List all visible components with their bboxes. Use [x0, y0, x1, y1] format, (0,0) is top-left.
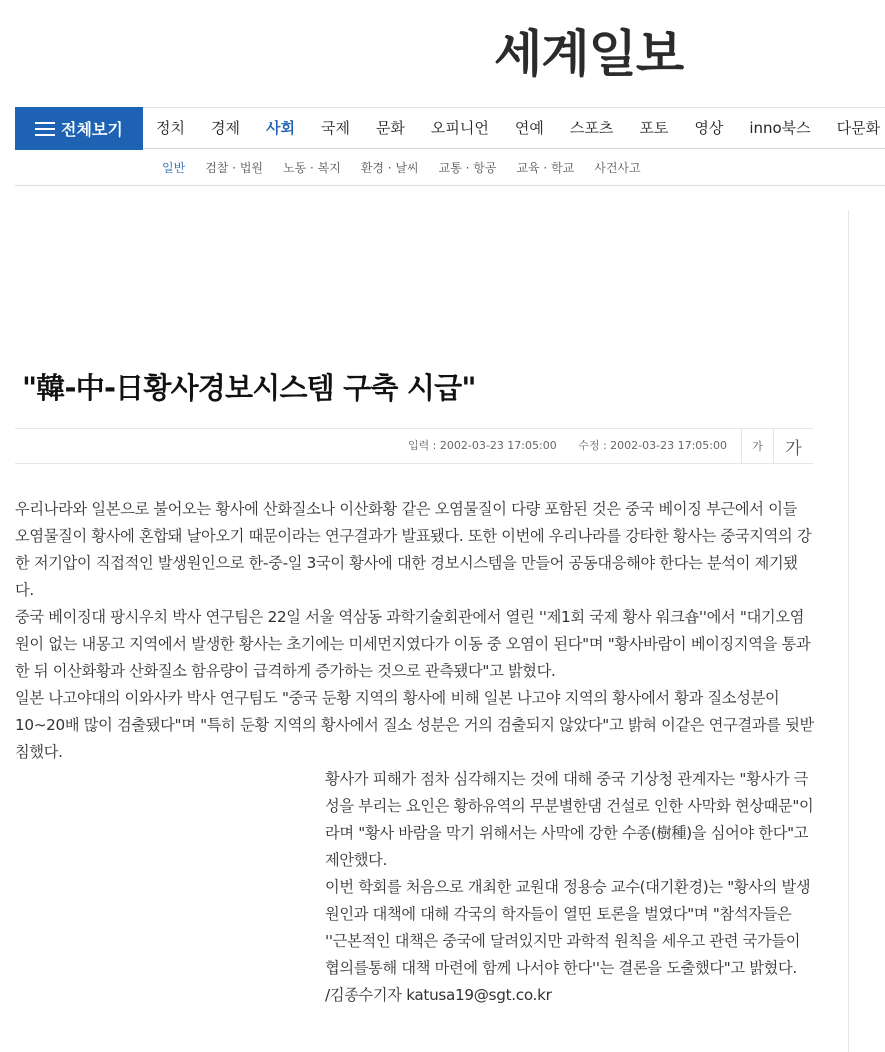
gnb-item-innobooks[interactable]: inno북스: [749, 119, 811, 137]
article-meta-bar: [15, 428, 813, 464]
article-paragraph: 이번 학회를 처음으로 개최한 교원대 정용승 교수(대기환경)는 "황사의 발생 원인과 대책에 대해 각국의 학자들이 열띤 토론을 벌였다"며 "참석자들은 ''근본적인 대책은 중국에 달려있지만 과학적 원칙을 세우고 관련 국가들이 협의를통해 대책 마련에 함께 나서야 한다''는 결론을 도출했다"고 밝혔다.: [325, 878, 811, 977]
site-logo[interactable]: 세계일보: [494, 25, 684, 83]
gnb-item-politics[interactable]: 정치: [156, 119, 185, 137]
hamburger-icon: [35, 122, 55, 136]
published-date: 입력 : 2002-03-23 17:05:00: [407, 439, 557, 452]
article-dates: [390, 429, 727, 463]
article-byline: /김종수기자 katusa19@sgt.co.kr: [325, 986, 552, 1004]
sub-navigation: [15, 149, 885, 186]
lnb-item-environment-weather[interactable]: 환경 · 날씨: [360, 160, 419, 175]
gnb-menu: [143, 108, 885, 148]
gnb-item-entertainment[interactable]: 연예: [514, 119, 544, 137]
lnb-item-labor-welfare[interactable]: 노동 · 복지: [283, 160, 341, 175]
view-all-button[interactable]: [15, 107, 143, 150]
sidebar-divider: [848, 210, 849, 1052]
gnb-item-culture[interactable]: 문화: [375, 119, 405, 137]
article-body: [15, 496, 815, 766]
gnb-item-economy[interactable]: 경제: [210, 119, 240, 137]
lnb-item-education-school[interactable]: 교육 · 학교: [516, 160, 575, 175]
article-paragraph: 일본 나고야대의 이와사카 박사 연구팀도 "중국 둔황 지역의 황사에 비해 일본 나고야 지역의 황사에서 황과 질소성분이 10∼20배 많이 검출됐다"며 "특히 둔황 지역의 황사에서 질소 성분은 거의 검출되지 않았다"고 밝혀 이같은 연구결과를 뒷받침했다.: [15, 689, 814, 761]
main-navigation: [15, 107, 885, 149]
font-size-decrease-button[interactable]: 가: [741, 429, 773, 463]
modified-date: 수정 : 2002-03-23 17:05:00: [578, 439, 727, 452]
gnb-item-opinion[interactable]: 오피니언: [430, 119, 489, 137]
view-all-label: 전체보기: [61, 120, 123, 139]
font-size-increase-button[interactable]: 가: [773, 429, 813, 463]
lnb-item-general[interactable]: 일반: [162, 160, 186, 175]
article-paragraph: 중국 베이징대 팡시우치 박사 연구팀은 22일 서울 역삼동 과학기술회관에서 열린 ''제1회 국제 황사 워크숍''에서 "대기오염원이 없는 내몽고 지역에서 발생한 황사는 초기에는 미세먼지였다가 이동 중 오염이 된다"며 "황사바람이 베이징지역을 통과한 뒤 이산화황과 산화질소 함유량이 급격하게 증가하는 것으로 관측됐다"고 밝혔다.: [15, 608, 811, 680]
article-paragraph: 우리나라와 일본으로 불어오는 황사에 산화질소나 이산화황 같은 오염물질이 다량 포함된 것은 중국 베이징 부근에서 이들 오염물질이 황사에 혼합돼 날아오기 때문이라는 연구결과가 발표됐다. 또한 이번에 우리나라를 강타한 황사는 중국지역의 강한 저기압이 직접적인 발생원인으로 한-중-일 3국이 황사에 대한 경보시스템을 만들어 공동대응해야 한다는 분석이 제기됐다.: [15, 500, 812, 599]
article-title: "韓-中-日황사경보시스템 구축 시급": [22, 371, 476, 405]
article-body-indented: [325, 766, 815, 1009]
gnb-item-photo[interactable]: 포토: [639, 119, 669, 137]
gnb-item-multicultural[interactable]: 다문화: [836, 119, 881, 137]
lnb-item-incidents[interactable]: 사건사고: [594, 160, 641, 175]
lnb-item-prosecution-court[interactable]: 검찰 · 법원: [205, 160, 263, 175]
gnb-item-video[interactable]: 영상: [694, 119, 724, 137]
article-paragraph: 황사가 피해가 점차 심각해지는 것에 대해 중국 기상청 관계자는 "황사가 극성을 부리는 요인은 황하유역의 무분별한댐 건설로 인한 사막화 현상때문"이라며 "황사 바람을 막기 위해서는 사막에 강한 수종(樹種)을 심어야 한다"고 제안했다.: [325, 770, 814, 869]
gnb-item-society[interactable]: 사회: [265, 119, 295, 137]
lnb-item-traffic-aviation[interactable]: 교통 · 항공: [438, 160, 497, 175]
gnb-item-sports[interactable]: 스포츠: [569, 119, 614, 137]
gnb-item-world[interactable]: 국제: [320, 119, 350, 137]
